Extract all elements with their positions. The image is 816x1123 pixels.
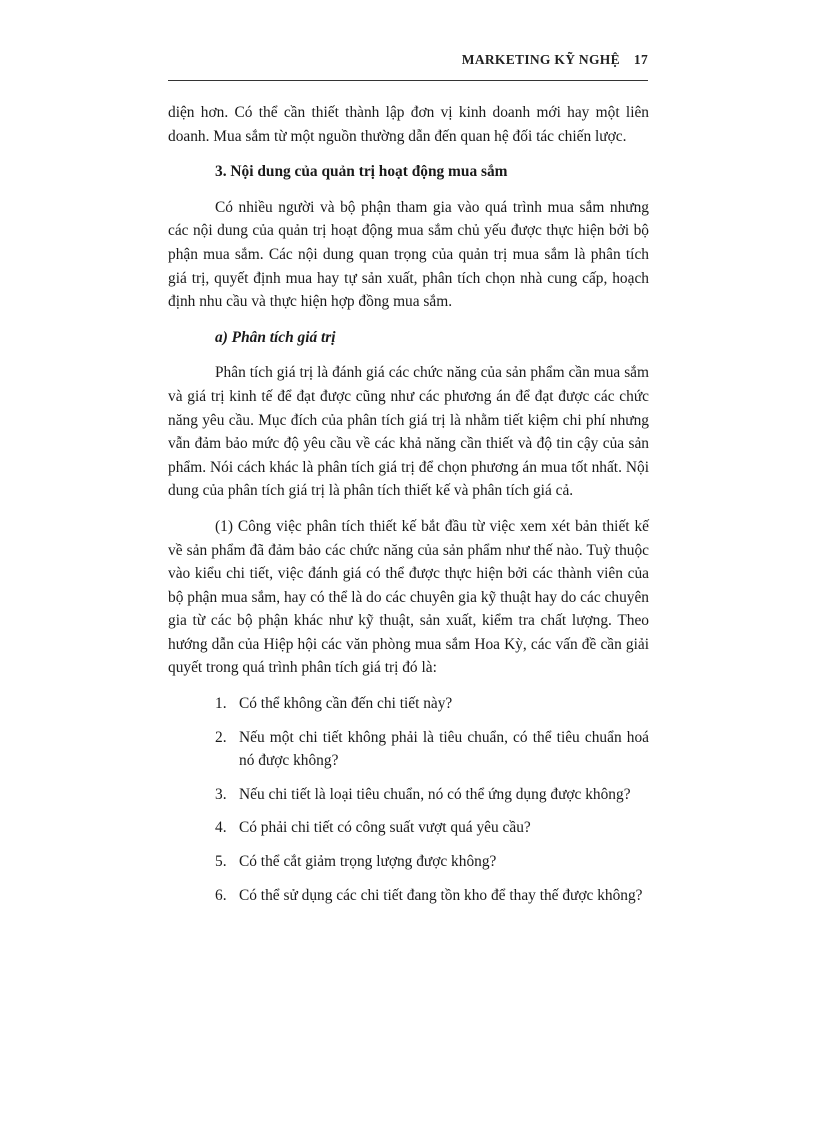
- page-number: 17: [633, 52, 648, 67]
- list-item-text: Có thể không cần đến chi tiết này?: [239, 695, 453, 713]
- subsection-heading: a) Phân tích giá trị: [215, 328, 336, 346]
- list-item-text: Có phải chi tiết có công suất vượt quá yêu cầu?: [239, 819, 531, 837]
- section-paragraph: Có nhiều người và bộ phận tham gia vào quá trình mua sắm nhưng các nội dung của quản trị hoạt động mua sắm chủ yếu được thực hiện bởi bộ phận mua sắm. Các nội dung quan trọng của quản trị mua sắm là phân tích giá trị, quyết định mua hay tự sản xuất, phân tích chọn nhà cung cấp, hoạch định nhu cầu và thực hiện hợp đồng mua sắm.: [168, 198, 649, 311]
- list-item-number: 5.: [215, 853, 227, 871]
- list-item: [215, 692, 649, 716]
- running-header: [168, 52, 648, 68]
- list-item-text: Có thể sử dụng các chi tiết đang tồn kho để thay thế được không?: [239, 886, 643, 904]
- page-body: [168, 101, 649, 917]
- list-item: [215, 726, 649, 773]
- section-heading: 3. Nội dung của quản trị hoạt động mua sắm: [215, 163, 508, 181]
- list-item-text: Nếu một chi tiết không phải là tiêu chuẩn, có thể tiêu chuẩn hoá nó được không?: [239, 728, 649, 770]
- list-item-number: 1.: [215, 695, 227, 713]
- question-list: [168, 692, 649, 907]
- list-item-text: Nếu chi tiết là loại tiêu chuẩn, nó có thể ứng dụng được không?: [239, 785, 631, 803]
- value-analysis-paragraph: Phân tích giá trị là đánh giá các chức năng của sản phẩm cần mua sắm và giá trị kinh tế để đạt được cũng như các phương án để đạt được các chức năng yêu cầu. Mục đích của phân tích giá trị là nhằm tiết kiệm chi phí nhưng vẫn đảm bảo mức độ yêu cầu về các khả năng cần thiết và độ tin cậy của sản phẩm. Nói cách khác là phân tích giá trị để chọn phương án mua tốt nhất. Nội dung của phân tích giá trị là phân tích thiết kế và phân tích giá cả.: [168, 364, 649, 500]
- list-item-number: 2.: [215, 728, 227, 746]
- header-title: MARKETING KỸ NGHỆ: [461, 52, 620, 67]
- design-analysis-paragraph: (1) Công việc phân tích thiết kế bắt đầu từ việc xem xét bản thiết kế về sản phẩm đã đảm bảo các chức năng của sản phẩm như thế nào. Tuỳ thuộc vào kiểu chi tiết, việc đánh giá có thể được thực hiện bởi các thành viên của bộ phận mua sắm, hay có thể là do các chuyên gia kỹ thuật hay do các chuyên gia từ các bộ phận khác như kỹ thuật, sản xuất, kiểm tra chất lượng. Theo hướng dẫn của Hiệp hội các văn phòng mua sắm Hoa Kỳ, các vấn đề cần giải quyết trong quá trình phân tích giá trị đó là:: [168, 517, 649, 677]
- list-item: [215, 816, 649, 840]
- header-rule: [168, 80, 648, 81]
- list-item-number: 6.: [215, 886, 227, 904]
- list-item: [215, 884, 649, 908]
- list-item-number: 4.: [215, 819, 227, 837]
- list-item: [215, 783, 649, 807]
- list-item-text: Có thể cắt giảm trọng lượng được không?: [239, 853, 497, 871]
- continuation-paragraph: diện hơn. Có thể cần thiết thành lập đơn vị kinh doanh mới hay một liên doanh. Mua sắm từ một nguồn thường dẫn đến quan hệ đối tác chiến lược.: [168, 104, 649, 145]
- list-item: [215, 850, 649, 874]
- list-item-number: 3.: [215, 785, 227, 803]
